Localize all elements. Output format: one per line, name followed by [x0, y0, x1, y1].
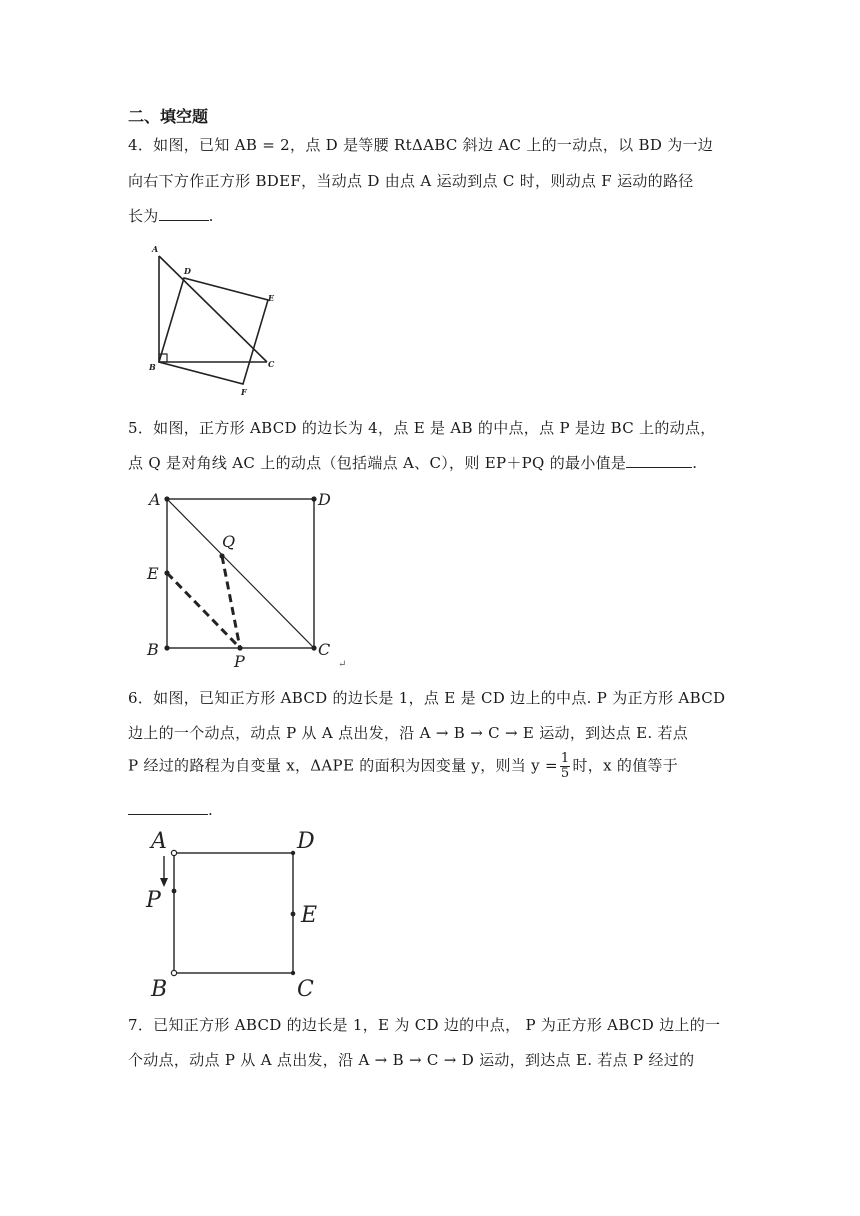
q5-label-q: Q	[222, 532, 236, 551]
q4-line-2: 向右下方作正方形 BDEF，当动点 D 由点 A 运动到点 C 时，则动点 F 运动的路径	[128, 172, 694, 190]
q5-point-e	[164, 570, 169, 575]
q6-line-3-prefix: P 经过的路程为自变量 x，ΔAPE 的面积为因变量 y，则当 y =	[128, 756, 558, 775]
q4-label-e: E	[268, 293, 275, 303]
q4-square-bdef	[159, 278, 268, 384]
q4-line-3	[128, 205, 214, 226]
q6-label-d: D	[297, 829, 315, 854]
q6-label-p: P	[146, 888, 161, 913]
q4-label-c: C	[268, 359, 275, 369]
q4-line-3-suffix: .	[208, 207, 214, 225]
q5-diagonal-ac	[167, 499, 314, 648]
q6-label-b: B	[151, 977, 168, 1002]
section-title: 二、填空题	[128, 107, 209, 126]
q6-fraction-denominator: 5	[560, 766, 570, 781]
q4-line-3-prefix: 长为	[128, 207, 159, 225]
q5-return-mark: ↵	[338, 659, 347, 670]
q7-line-1: 7．已知正方形 ABCD 的边长是 1，E 为 CD 边的中点， P 为正方形 ABCD 边上的一	[128, 1016, 721, 1034]
q5-label-b: B	[147, 640, 159, 659]
q5-figure	[140, 485, 360, 675]
q6-label-a: A	[151, 829, 167, 854]
q5-label-a: A	[149, 490, 161, 509]
q5-point-b	[164, 645, 169, 650]
q5-point-d	[311, 496, 316, 501]
q5-answer-blank[interactable]	[626, 453, 692, 468]
q6-point-a	[171, 850, 176, 855]
q6-point-b	[171, 970, 176, 975]
q6-label-c: C	[297, 977, 314, 1002]
q5-line-2	[128, 452, 697, 473]
q5-point-p	[237, 645, 242, 650]
q5-line-2-prefix: 点 Q 是对角线 AC 上的动点（包括端点 A、C），则 EP＋PQ 的最小值是	[128, 454, 627, 472]
q6-square-abcd	[174, 853, 293, 973]
q6-line-1: 6．如图，已知正方形 ABCD 的边长是 1，点 E 是 CD 边上的中点. P 为正方形 ABCD	[128, 689, 726, 707]
q6-point-c	[291, 971, 295, 975]
q6-point-e	[291, 912, 296, 917]
q5-label-p: P	[234, 652, 245, 671]
q6-line-4-suffix: .	[208, 801, 214, 819]
q4-label-d: D	[184, 266, 191, 276]
q5-point-a	[164, 496, 169, 501]
q4-label-a: A	[152, 244, 159, 254]
q6-point-p	[172, 889, 177, 894]
q5-label-e: E	[147, 564, 159, 583]
q4-label-f: F	[241, 387, 247, 397]
q6-line-3	[128, 752, 678, 781]
q7-line-2: 个动点，动点 P 从 A 点出发，沿 A → B → C → D 运动，到达点 E. 若点 P 经过的	[128, 1051, 695, 1069]
q6-line-4	[128, 800, 213, 819]
q6-arrow-head	[160, 878, 168, 887]
q5-line-2-suffix: .	[692, 454, 698, 472]
q5-label-d: D	[318, 490, 331, 509]
q4-answer-blank[interactable]	[159, 206, 209, 221]
q5-point-q	[219, 553, 224, 558]
q4-label-b: B	[149, 362, 156, 372]
q6-point-d	[291, 851, 295, 855]
q6-figure	[140, 826, 340, 1006]
q5-point-c	[311, 645, 316, 650]
q5-label-c: C	[318, 640, 331, 659]
q6-fraction	[560, 752, 571, 781]
q6-line-3-suffix: 时，x 的值等于	[572, 756, 679, 775]
q6-fraction-numerator: 1	[560, 751, 570, 766]
q6-label-e: E	[301, 903, 318, 928]
q4-figure	[140, 240, 290, 400]
q6-line-2: 边上的一个动点，动点 P 从 A 点出发，沿 A → B → C → E 运动，到达点 E. 若点	[128, 724, 689, 742]
q5-line-1: 5．如图，正方形 ABCD 的边长为 4，点 E 是 AB 的中点，点 P 是边 BC 上的动点，	[128, 419, 716, 437]
q6-answer-blank[interactable]	[128, 800, 208, 815]
q4-line-1: 4．如图，已知 AB = 2，点 D 是等腰 RtΔABC 斜边 AC 上的一动点，以 BD 为一边	[128, 136, 714, 154]
